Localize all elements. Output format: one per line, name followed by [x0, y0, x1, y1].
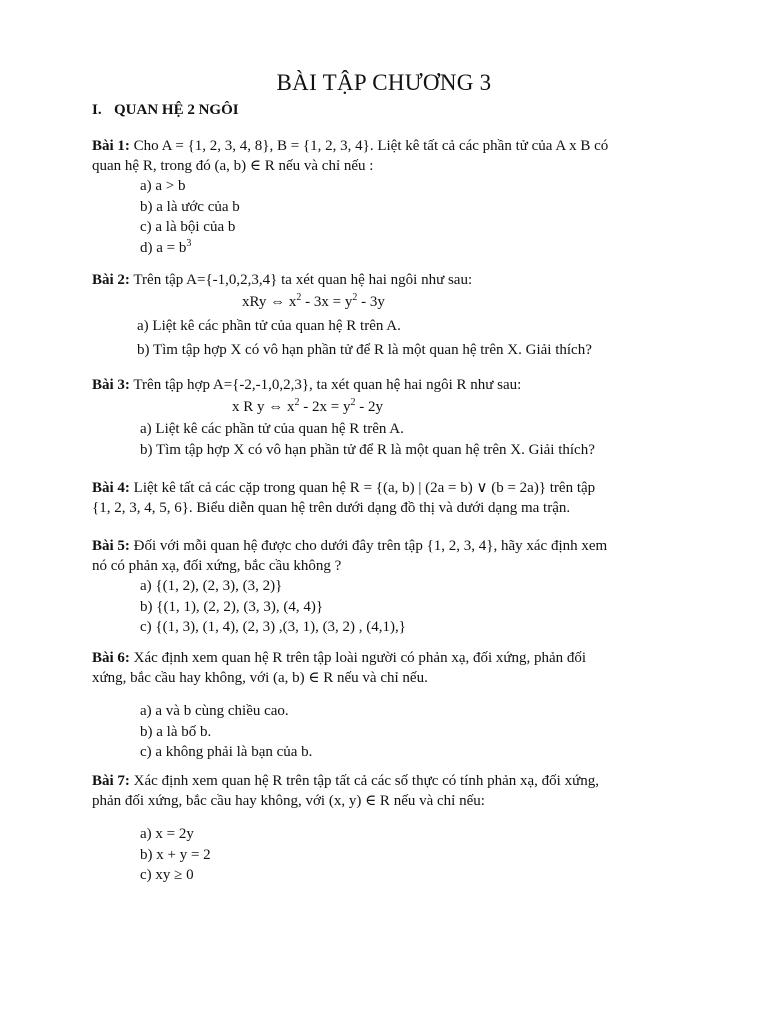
exercise-3-item-a: a) Liệt kê các phần tử của quan hệ R trên A. — [140, 421, 404, 437]
exercise-1-item-c: c) a là bội của b — [140, 219, 236, 235]
exercise-6-item-c: c) a không phải là bạn của b. — [140, 744, 313, 760]
exercise-7-item-a: a) x = 2y — [140, 826, 194, 842]
exercise-5 — [92, 536, 728, 638]
exercise-2-item-a: a) Liệt kê các phần tử của quan hệ R trên A. — [137, 318, 401, 334]
exercise-7-line-1 — [92, 771, 728, 791]
exercise-5-item-b: b) {(1, 1), (2, 2), (3, 3), (4, 4)} — [140, 598, 324, 615]
exercise-3-line-1 — [92, 375, 728, 395]
spacer — [92, 688, 728, 701]
exercise-2-formula — [242, 290, 728, 314]
exercise-1-text-1: Cho A = {1, 2, 3, 4, 8}, B = {1, 2, 3, 4}. Liệt kê tất cả các phần tử của A x B có — [129, 138, 609, 154]
exercise-3 — [92, 375, 728, 460]
exercise-6-text-2: xứng, bắc cầu hay không, với (a, b) ∈ R nếu và chỉ nếu. — [92, 670, 428, 686]
exercise-6-line-1 — [92, 648, 728, 668]
exercise-2-formula-end: - 3y — [357, 294, 385, 310]
section-title: QUAN HỆ 2 NGÔI — [114, 102, 239, 118]
exercise-5-item-c: c) {(1, 3), (1, 4), (2, 3) ,(3, 1), (3, 2) , (4,1),} — [140, 619, 406, 635]
exercise-1-text-2: quan hệ R, trong đó (a, b) ∈ R nếu và chỉ nếu : — [92, 158, 374, 174]
exercise-7-text-2: phản đối xứng, bắc cầu hay không, với (x, y) ∈ R nếu và chỉ nếu: — [92, 793, 485, 809]
section-heading — [92, 102, 239, 119]
exercise-3-formula-lhs: x R y ⇔ x — [232, 399, 295, 415]
exercise-6 — [92, 648, 728, 763]
exercise-2 — [92, 270, 728, 362]
exercise-6-label: Bài 6: — [92, 650, 130, 666]
exercise-5-line-1 — [92, 536, 728, 556]
exercise-2-formula-exp-1: 2 — [296, 292, 302, 303]
exercise-1 — [92, 136, 728, 258]
exercise-1-item-b: b) a là ước của b — [140, 198, 240, 215]
exercise-5-text-2: nó có phản xạ, đối xứng, bắc cầu không ? — [92, 558, 342, 574]
exercise-7-text-1: Xác định xem quan hệ R trên tập tất cả các số thực có tính phản xạ, đối xứng, — [129, 773, 599, 789]
exercise-5-label: Bài 5: — [92, 538, 130, 554]
exercise-4-line-1 — [92, 478, 728, 498]
exercise-4 — [92, 478, 728, 518]
exercise-3-formula-end: - 2y — [355, 399, 383, 415]
exercise-2-text-1: Trên tập A={-1,0,2,3,4} ta xét quan hệ hai ngôi như sau: — [129, 272, 473, 288]
exercise-3-formula-exp-1: 2 — [294, 397, 300, 408]
exercise-5-text-1: Đối với mỗi quan hệ được cho dưới đây trên tập {1, 2, 3, 4}, hãy xác định xem — [129, 538, 608, 554]
exercise-3-formula — [232, 395, 728, 419]
exercise-7-item-b: b) x + y = 2 — [140, 846, 211, 863]
exercise-3-formula-exp-2: 2 — [350, 397, 356, 408]
exercise-2-label: Bài 2: — [92, 272, 130, 288]
exercise-1-line-1 — [92, 136, 728, 156]
exercise-1-item-d-exponent: 3 — [186, 237, 192, 249]
exercise-2-formula-lhs: xRy ⇔ x — [242, 294, 297, 310]
exercise-3-item-b: b) Tìm tập hợp X có vô hạn phần tử để R là một quan hệ trên X. Giải thích? — [140, 441, 595, 458]
exercise-2-item-b: b) Tìm tập hợp X có vô hạn phần tử để R là một quan hệ trên X. Giải thích? — [137, 342, 592, 358]
spacer — [92, 811, 728, 824]
exercise-6-text-1: Xác định xem quan hệ R trên tập loài người có phản xạ, đối xứng, phản đối — [129, 650, 587, 666]
exercise-6-item-b: b) a là bố b. — [140, 723, 212, 740]
exercise-7 — [92, 771, 728, 886]
page-title: BÀI TẬP CHƯƠNG 3 — [276, 70, 492, 95]
exercise-3-text-1: Trên tập hợp A={-2,-1,0,2,3}, ta xét quan hệ hai ngôi R như sau: — [129, 377, 522, 393]
exercise-6-item-a: a) a và b cùng chiều cao. — [140, 703, 289, 719]
exercise-4-text-2: {1, 2, 3, 4, 5, 6}. Biểu diễn quan hệ trên dưới dạng đồ thị và dưới dạng ma trận. — [92, 500, 571, 516]
exercise-1-label: Bài 1: — [92, 138, 130, 154]
exercise-2-formula-exp-2: 2 — [352, 292, 358, 303]
exercise-1-item-d-text: d) a = b — [140, 239, 187, 256]
exercise-4-label: Bài 4: — [92, 480, 130, 496]
exercise-7-label: Bài 7: — [92, 773, 130, 789]
exercise-1-item-a: a) a > b — [140, 178, 186, 194]
exercise-2-line-1 — [92, 270, 728, 290]
exercise-7-item-c: c) xy ≥ 0 — [140, 867, 194, 883]
exercise-4-text-1: Liệt kê tất cả các cặp trong quan hệ R = {(a, b) | (2a = b) ∨ (b = 2a)} trên tập — [129, 480, 596, 496]
exercise-5-item-a: a) {(1, 2), (2, 3), (3, 2)} — [140, 578, 283, 594]
exercise-1-item-d — [140, 238, 728, 259]
exercise-3-label: Bài 3: — [92, 377, 130, 393]
exercise-2-formula-mid: - 3x = y — [301, 294, 353, 310]
exercise-3-formula-mid: - 2x = y — [299, 399, 351, 415]
section-number: I. — [92, 102, 102, 118]
